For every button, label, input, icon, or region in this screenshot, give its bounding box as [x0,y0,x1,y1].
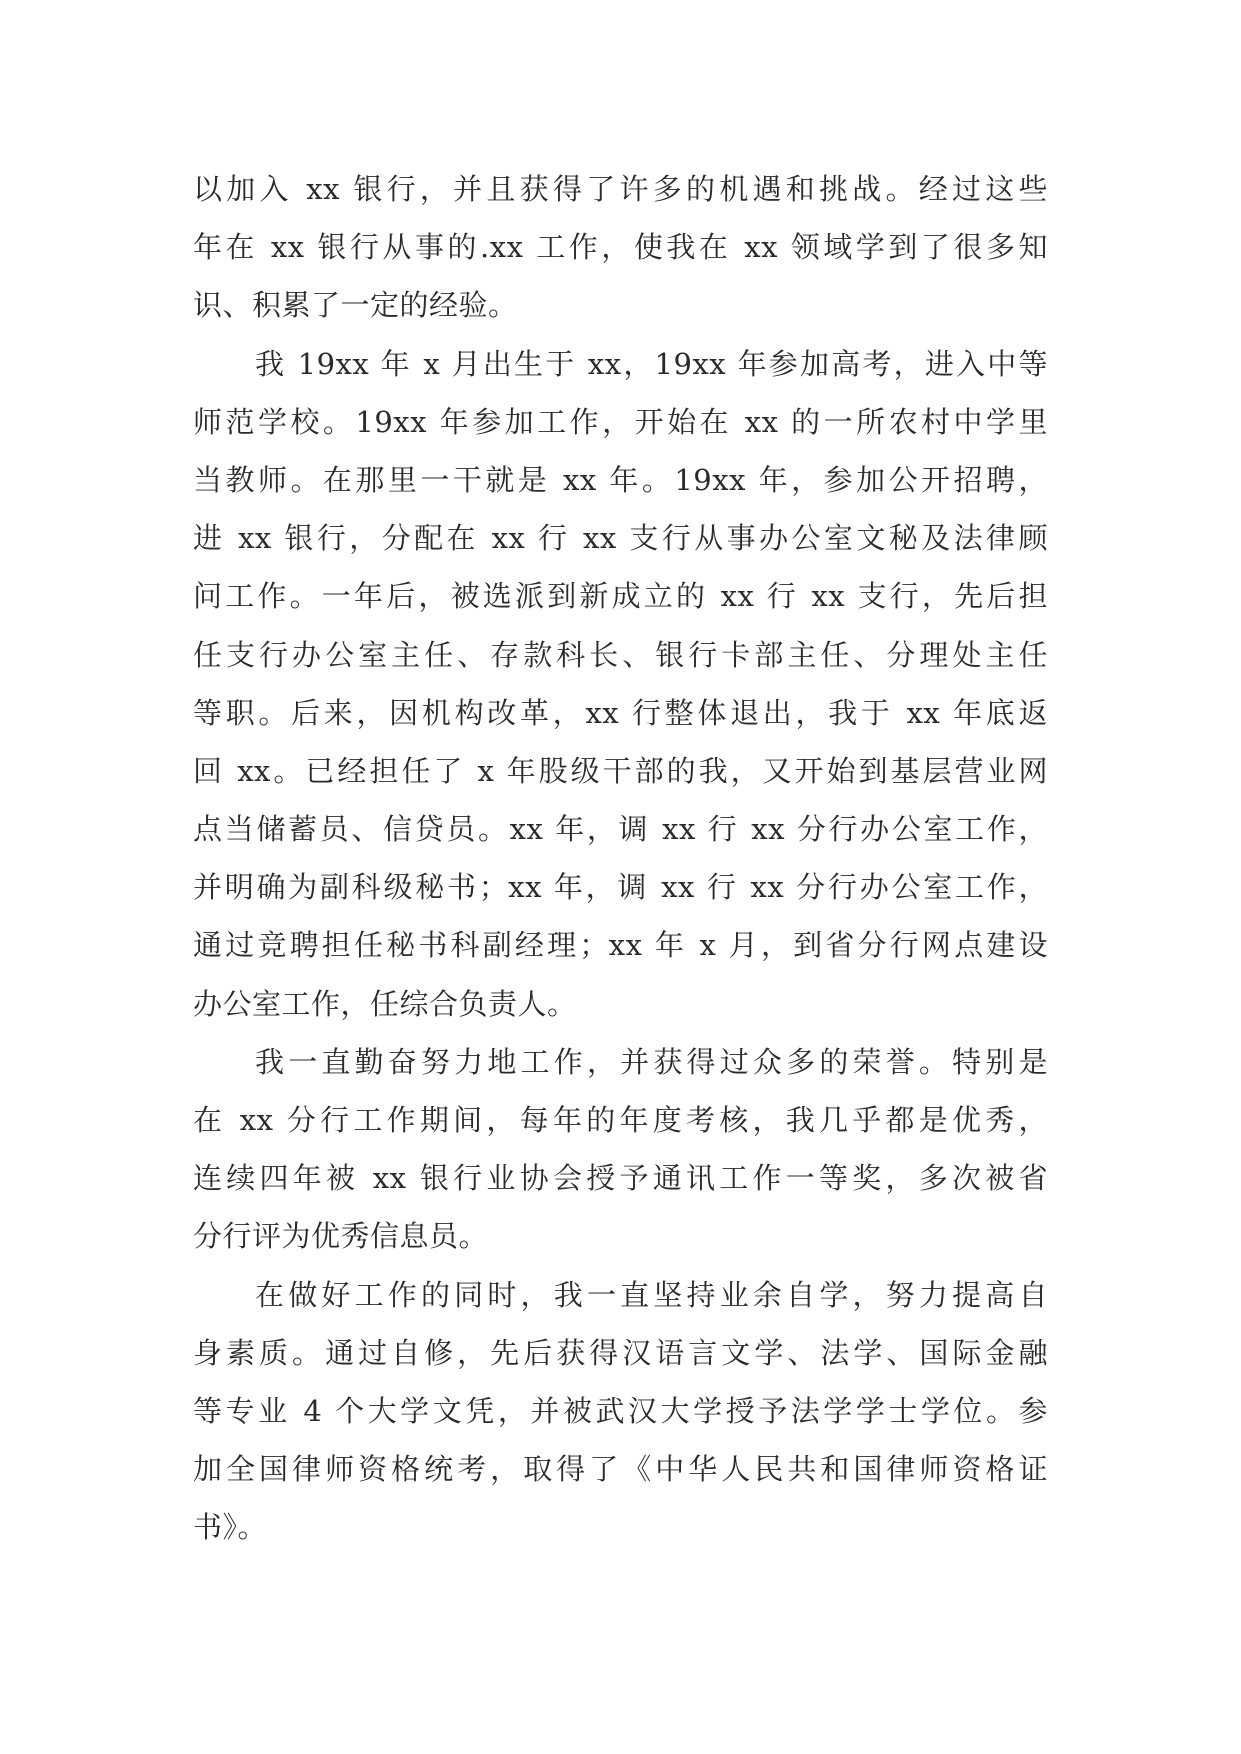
text-line: 等职。后来，因机构改革，xx 行整体退出，我于 xx 年底返 [193,695,1048,730]
text-line: 书》。 [193,1510,268,1545]
text-line: 问工作。一年后，被选派到新成立的 xx 行 xx 支行，先后担 [193,579,1048,614]
text-line: 当教师。在那里一干就是 xx 年。19xx 年，参加公开招聘， [193,462,1048,497]
document-body [193,160,1048,1557]
text-line: 连续四年被 xx 银行业协会授予通讯工作一等奖，多次被省 [193,1161,1048,1196]
text-line: 在做好工作的同时，我一直坚持业余自学，努力提高自 [255,1277,1048,1312]
text-line: 任支行办公室主任、存款科长、银行卡部主任、分理处主任 [193,637,1048,672]
text-line: 分行评为优秀信息员。 [193,1219,489,1254]
text-line: 并明确为副科级秘书；xx 年，调 xx 行 xx 分行办公室工作， [193,870,1048,905]
text-line: 进 xx 银行，分配在 xx 行 xx 支行从事办公室文秘及法律顾 [193,521,1048,556]
text-line: 等专业 4 个大学文凭，并被武汉大学授予法学学士学位。参 [193,1393,1048,1428]
text-line: 我一直勤奋努力地工作，并获得过众多的荣誉。特别是 [255,1044,1048,1079]
text-line: 身素质。通过自修，先后获得汉语言文学、法学、国际金融 [193,1335,1048,1370]
text-line: 识、积累了一定的经验。 [193,288,518,323]
text-line: 以加入 xx 银行，并且获得了许多的机遇和挑战。经过这些 [193,172,1048,206]
text-line: 回 xx。已经担任了 x 年股级干部的我，又开始到基层营业网 [193,753,1048,788]
text-line: 师范学校。19xx 年参加工作，开始在 xx 的一所农村中学里 [193,404,1048,439]
text-line: 年在 xx 银行从事的.xx 工作，使我在 xx 领域学到了很多知 [193,230,1048,265]
text-line: 加全国律师资格统考，取得了《中华人民共和国律师资格证 [193,1452,1048,1487]
text-line: 点当储蓄员、信贷员。xx 年，调 xx 行 xx 分行办公室工作， [193,812,1048,847]
text-line: 办公室工作，任综合负责人。 [193,986,577,1021]
text-line: 通过竞聘担任秘书科副经理；xx 年 x 月，到省分行网点建设 [193,928,1048,963]
text-line: 在 xx 分行工作期间，每年的年度考核，我几乎都是优秀， [193,1103,1048,1137]
text-line: 我 19xx 年 x 月出生于 xx，19xx 年参加高考，进入中等 [255,346,1048,381]
